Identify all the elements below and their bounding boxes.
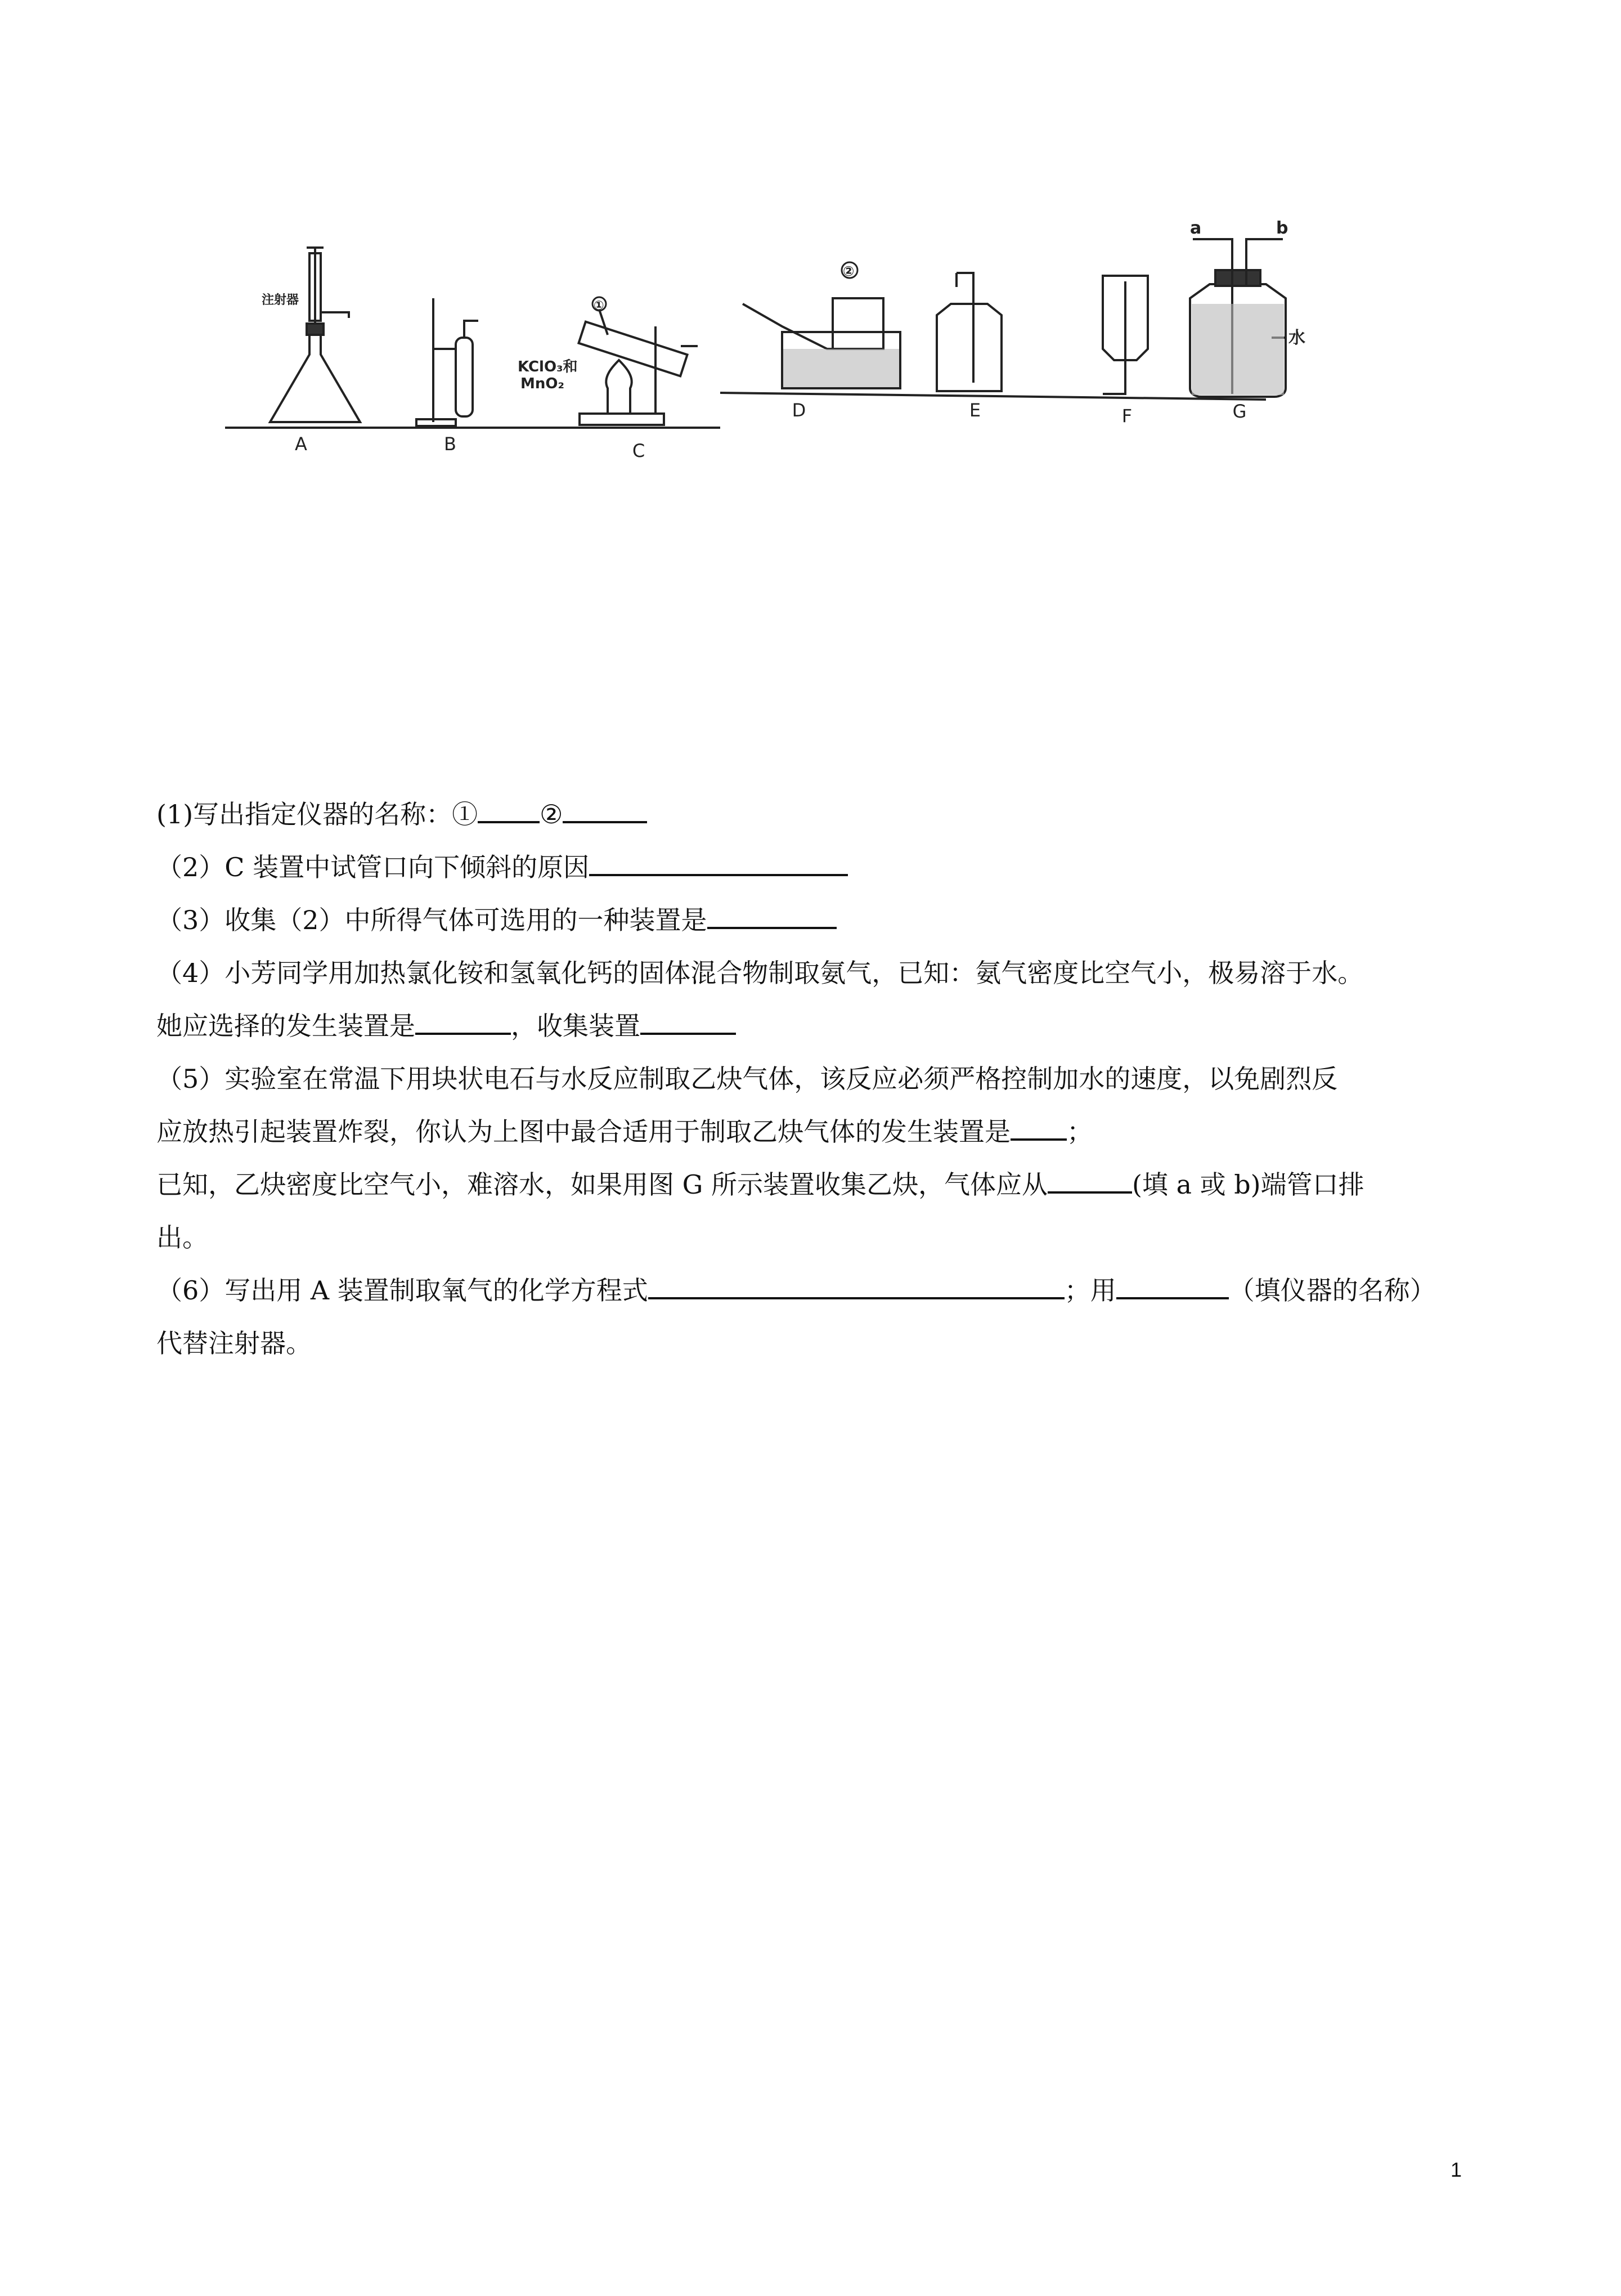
- question-5-line-2: 应放热引起装置炸裂，你认为上图中最合适用于制取乙炔气体的发生装置是 ；: [156, 1105, 1496, 1158]
- label-a: A: [295, 433, 307, 455]
- label-g: G: [1232, 401, 1247, 422]
- question-6-line-2: 代替注射器。: [156, 1328, 312, 1358]
- answer-blank-1[interactable]: [478, 795, 540, 823]
- answer-blank-port[interactable]: [1048, 1165, 1132, 1194]
- apparatus-a: [270, 248, 360, 422]
- port-b-label: b: [1276, 218, 1288, 238]
- answer-blank-equation[interactable]: [648, 1271, 1065, 1299]
- apparatus-e: [937, 273, 1002, 391]
- answer-blank-2[interactable]: [563, 795, 647, 823]
- port-a-label: a: [1190, 218, 1202, 238]
- question-1: (1)写出指定仪器的名称：① ②: [156, 788, 1496, 841]
- label-f: F: [1121, 405, 1133, 427]
- marker-2: ②: [843, 263, 855, 279]
- reagent-label-1: KClO₃和: [518, 358, 578, 375]
- water-label: 水: [1288, 328, 1305, 348]
- answer-blank-reason[interactable]: [589, 848, 848, 876]
- answer-blank-collection[interactable]: [640, 1007, 736, 1035]
- apparatus-f: [1103, 276, 1148, 394]
- question-4-line-2: 她应选择的发生装置是 ，收集装置: [156, 999, 1496, 1052]
- answer-blank-instrument[interactable]: [1116, 1271, 1229, 1299]
- answer-blank-acetylene-generator[interactable]: [1011, 1113, 1067, 1141]
- question-5-line-4: 出。: [156, 1222, 208, 1253]
- answer-blank-collector[interactable]: [707, 901, 837, 929]
- label-c: C: [632, 440, 645, 461]
- label-e: E: [969, 400, 981, 421]
- question-6-line-1: （6）写出用 A 装置制取氧气的化学方程式 ；用 （填仪器的名称）: [156, 1264, 1496, 1317]
- apparatus-b: [416, 298, 478, 426]
- question-5-line-3: 已知，乙炔密度比空气小，难溶水，如果用图 G 所示装置收集乙炔，气体应从 (填 a 或 b)端管口排: [156, 1158, 1496, 1211]
- question-5-line-1: （5）实验室在常温下用块状电石与水反应制取乙炔气体，该反应必须严格控制加水的速度，以免剧烈反: [156, 1064, 1338, 1094]
- question-3: （3）收集（2）中所得气体可选用的一种装置是: [156, 894, 1496, 947]
- label-b: B: [444, 433, 456, 455]
- question-2: （2）C 装置中试管口向下倾斜的原因: [156, 841, 1496, 894]
- marker-1: ①: [594, 299, 604, 313]
- answer-blank-generator[interactable]: [415, 1007, 511, 1035]
- apparatus-figure: [214, 214, 1311, 478]
- label-d: D: [792, 400, 806, 421]
- question-list: [156, 788, 1496, 1370]
- page-number: 1: [1451, 2158, 1462, 2181]
- apparatus-c: [578, 310, 698, 425]
- syringe-label: 注射器: [262, 293, 299, 307]
- reagent-label-2: MnO₂: [520, 375, 564, 392]
- question-4-line-1: （4）小芳同学用加热氯化铵和氢氧化钙的固体混合物制取氨气，已知：氨气密度比空气小，极易溶于水。: [156, 958, 1364, 988]
